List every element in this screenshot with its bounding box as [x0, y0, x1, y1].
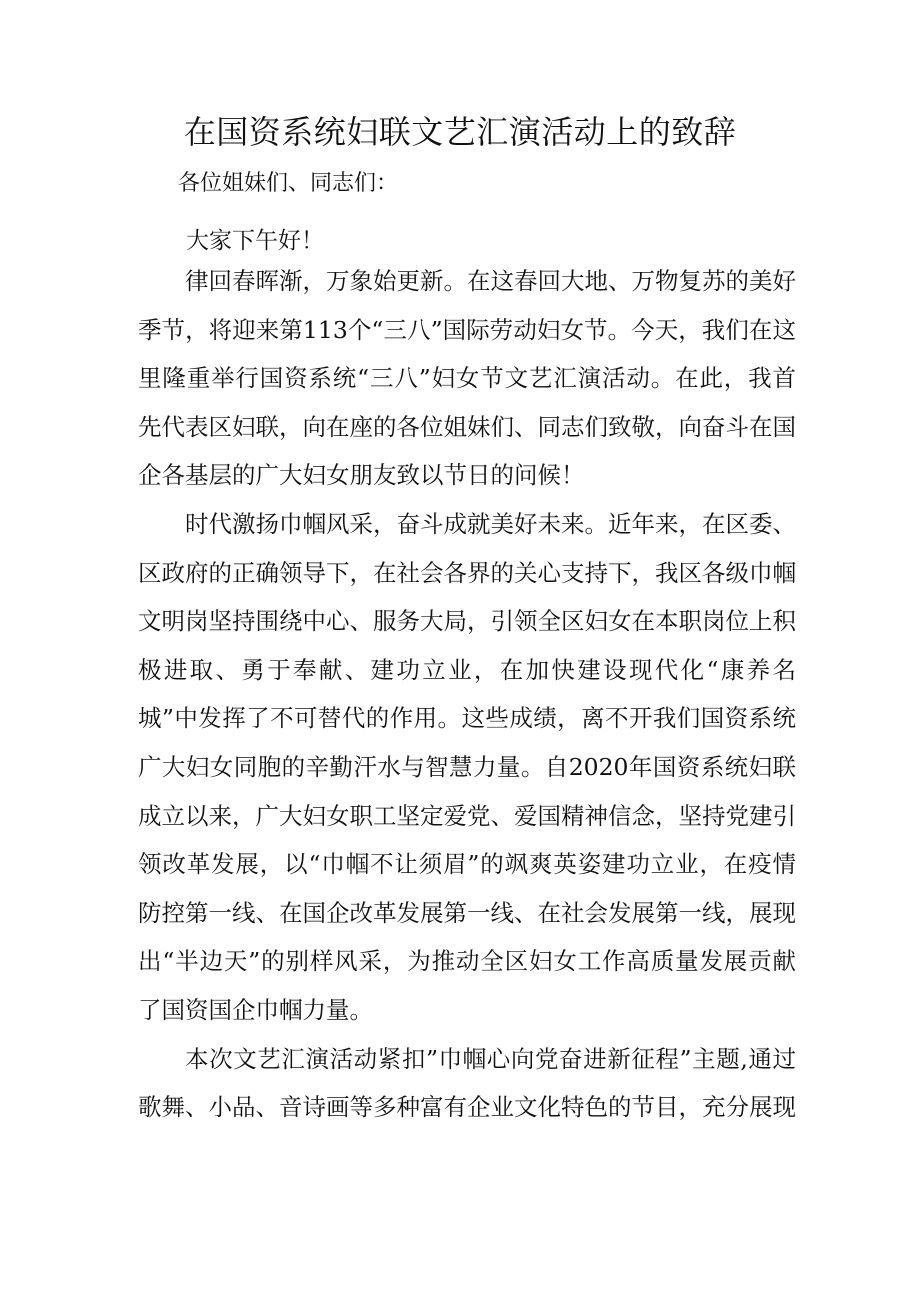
body-text	[138, 257, 796, 1132]
salutation: 各位姐妹们、同志们：	[178, 171, 399, 196]
paragraph-3: 本次文艺汇演活动紧扣”巾帼心向党奋进新征程”主题,通过歌舞、小品、音诗画等多种富有企业文化特色的节目，充分展现	[138, 1044, 796, 1122]
paragraph-1: 律回春晖渐，万象始更新。在这春回大地、万物复苏的美好季节，将迎来第113个“三八”国际劳动妇女节。今天，我们在这里隆重举行国资系统“三八”妇女节文艺汇演活动。在此，我首先代表区妇联，向在座的各位姐妹们、同志们致敬，向奋斗在国企各基层的广大妇女朋友致以节日的问候！	[138, 267, 796, 490]
document-title: 在国资系统妇联文艺汇演活动上的致辞	[183, 113, 737, 151]
paragraph-2: 时代激扬巾帼风采，奋斗成就美好未来。近年来，在区委、区政府的正确领导下，在社会各界的关心支持下，我区各级巾帼文明岗坚持围绕中心、服务大局，引领全区妇女在本职岗位上积极进取、勇于奉献、建功立业，在加快建设现代化“康养名城”中发挥了不可替代的作用。这些成绩，离不开我们国资系统广大妇女同胞的辛勤汗水与智慧力量。自2020年国资系统妇联成立以来，广大妇女职工坚定爱党、爱国精神信念，坚持党建引领改革发展，以“巾帼不让须眉”的飒爽英姿建功立业，在疫情防控第一线、在国企改革发展第一线、在社会发展第一线，展现出“半边天”的别样风采，为推动全区妇女工作高质量发展贡献了国资国企巾帼力量。	[138, 509, 796, 1024]
greeting: 大家下午好！	[186, 228, 324, 254]
